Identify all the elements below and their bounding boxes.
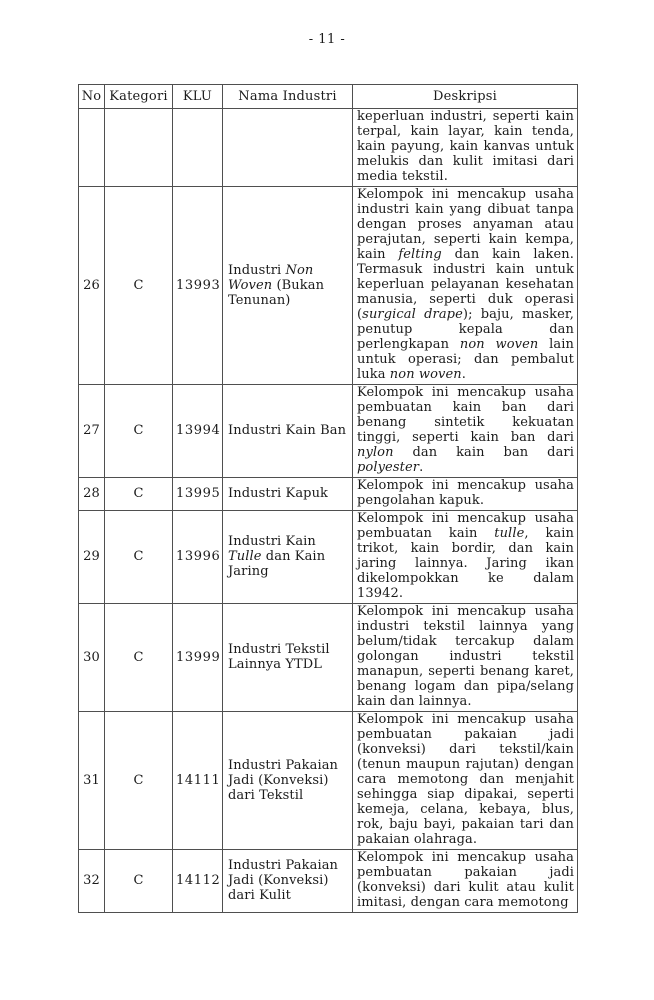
table-row <box>79 109 578 187</box>
cell-deskripsi: Kelompok ini mencakup usaha pembuatan pakaian jadi (konveksi) dari tekstil/kain (tenun maupun rajutan) dengan cara memotong dan menjahit sehingga siap dipakai, seperti kemeja, celana, kebaya, blus, rok, baju bayi, pakaian tari dan pakaian olahraga. <box>353 712 578 850</box>
cell-nama-industri: Industri Tekstil Lainnya YTDL <box>223 604 353 712</box>
cell-no: 31 <box>79 712 105 850</box>
column-header-klu: KLU <box>173 85 223 109</box>
cell-nama-industri: Industri Kapuk <box>223 478 353 511</box>
cell-deskripsi: Kelompok ini mencakup usaha industri kain yang dibuat tanpa dengan proses anyaman atau perajutan, seperti kain kempa, kain felting dan kain laken. Termasuk industri kain untuk keperluan pelayanan kesehatan manusia, seperti duk operasi (surgical drape); baju, masker, penutup kepala dan perlengkapan non woven lain untuk operasi; dan pembalut luka non woven. <box>353 187 578 385</box>
page-number: - 11 - <box>308 32 346 47</box>
cell-no: 27 <box>79 385 105 478</box>
cell-klu: 13999 <box>173 604 223 712</box>
cell-kategori: C <box>105 604 173 712</box>
cell-klu <box>173 109 223 187</box>
cell-kategori: C <box>105 850 173 913</box>
klu-table <box>78 84 578 913</box>
cell-kategori: C <box>105 712 173 850</box>
cell-deskripsi: Kelompok ini mencakup usaha pengolahan kapuk. <box>353 478 578 511</box>
table-body <box>79 109 578 913</box>
cell-deskripsi: Kelompok ini mencakup usaha pembuatan kain ban dari benang sintetik kekuatan tinggi, seperti kain ban dari nylon dan kain ban dari polyester. <box>353 385 578 478</box>
table-header-row <box>79 85 578 109</box>
column-header-kategori: Kategori <box>105 85 173 109</box>
cell-nama-industri: Industri Non Woven (Bukan Tenunan) <box>223 187 353 385</box>
cell-klu: 14111 <box>173 712 223 850</box>
cell-no: 30 <box>79 604 105 712</box>
cell-deskripsi: keperluan industri, seperti kain terpal, kain layar, kain tenda, kain payung, kain kanvas untuk melukis dan kulit imitasi dari media tekstil. <box>353 109 578 187</box>
cell-klu: 13996 <box>173 511 223 604</box>
cell-kategori: C <box>105 187 173 385</box>
cell-deskripsi: Kelompok ini mencakup usaha pembuatan kain tulle, kain trikot, kain bordir, dan kain jaring lainnya. Jaring ikan dikelompokkan ke dalam 13942. <box>353 511 578 604</box>
cell-kategori: C <box>105 511 173 604</box>
cell-klu: 14112 <box>173 850 223 913</box>
cell-no: 29 <box>79 511 105 604</box>
cell-no: 32 <box>79 850 105 913</box>
cell-deskripsi: Kelompok ini mencakup usaha industri tekstil lainnya yang belum/tidak tercakup dalam golongan industri tekstil manapun, seperti benang karet, benang logam dan pipa/selang kain dan lainnya. <box>353 604 578 712</box>
column-header-deskripsi: Deskripsi <box>353 85 578 109</box>
cell-nama-industri: Industri Kain Ban <box>223 385 353 478</box>
cell-deskripsi: Kelompok ini mencakup usaha pembuatan pakaian jadi (konveksi) dari kulit atau kulit imitasi, dengan cara memotong <box>353 850 578 913</box>
cell-nama-industri: Industri Pakaian Jadi (Konveksi) dari Kulit <box>223 850 353 913</box>
table-row <box>79 850 578 913</box>
cell-nama-industri: Industri Pakaian Jadi (Konveksi) dari Tekstil <box>223 712 353 850</box>
cell-no: 26 <box>79 187 105 385</box>
cell-kategori: C <box>105 478 173 511</box>
cell-klu: 13995 <box>173 478 223 511</box>
table-row <box>79 604 578 712</box>
table-row <box>79 478 578 511</box>
cell-kategori: C <box>105 385 173 478</box>
cell-no: 28 <box>79 478 105 511</box>
table-row <box>79 187 578 385</box>
column-header-nama-industri: Nama Industri <box>223 85 353 109</box>
column-header-no: No <box>79 85 105 109</box>
cell-nama-industri: Industri Kain Tulle dan Kain Jaring <box>223 511 353 604</box>
cell-kategori <box>105 109 173 187</box>
table-row <box>79 511 578 604</box>
table-row <box>79 385 578 478</box>
cell-klu: 13994 <box>173 385 223 478</box>
cell-nama-industri <box>223 109 353 187</box>
table-row <box>79 712 578 850</box>
cell-klu: 13993 <box>173 187 223 385</box>
cell-no <box>79 109 105 187</box>
